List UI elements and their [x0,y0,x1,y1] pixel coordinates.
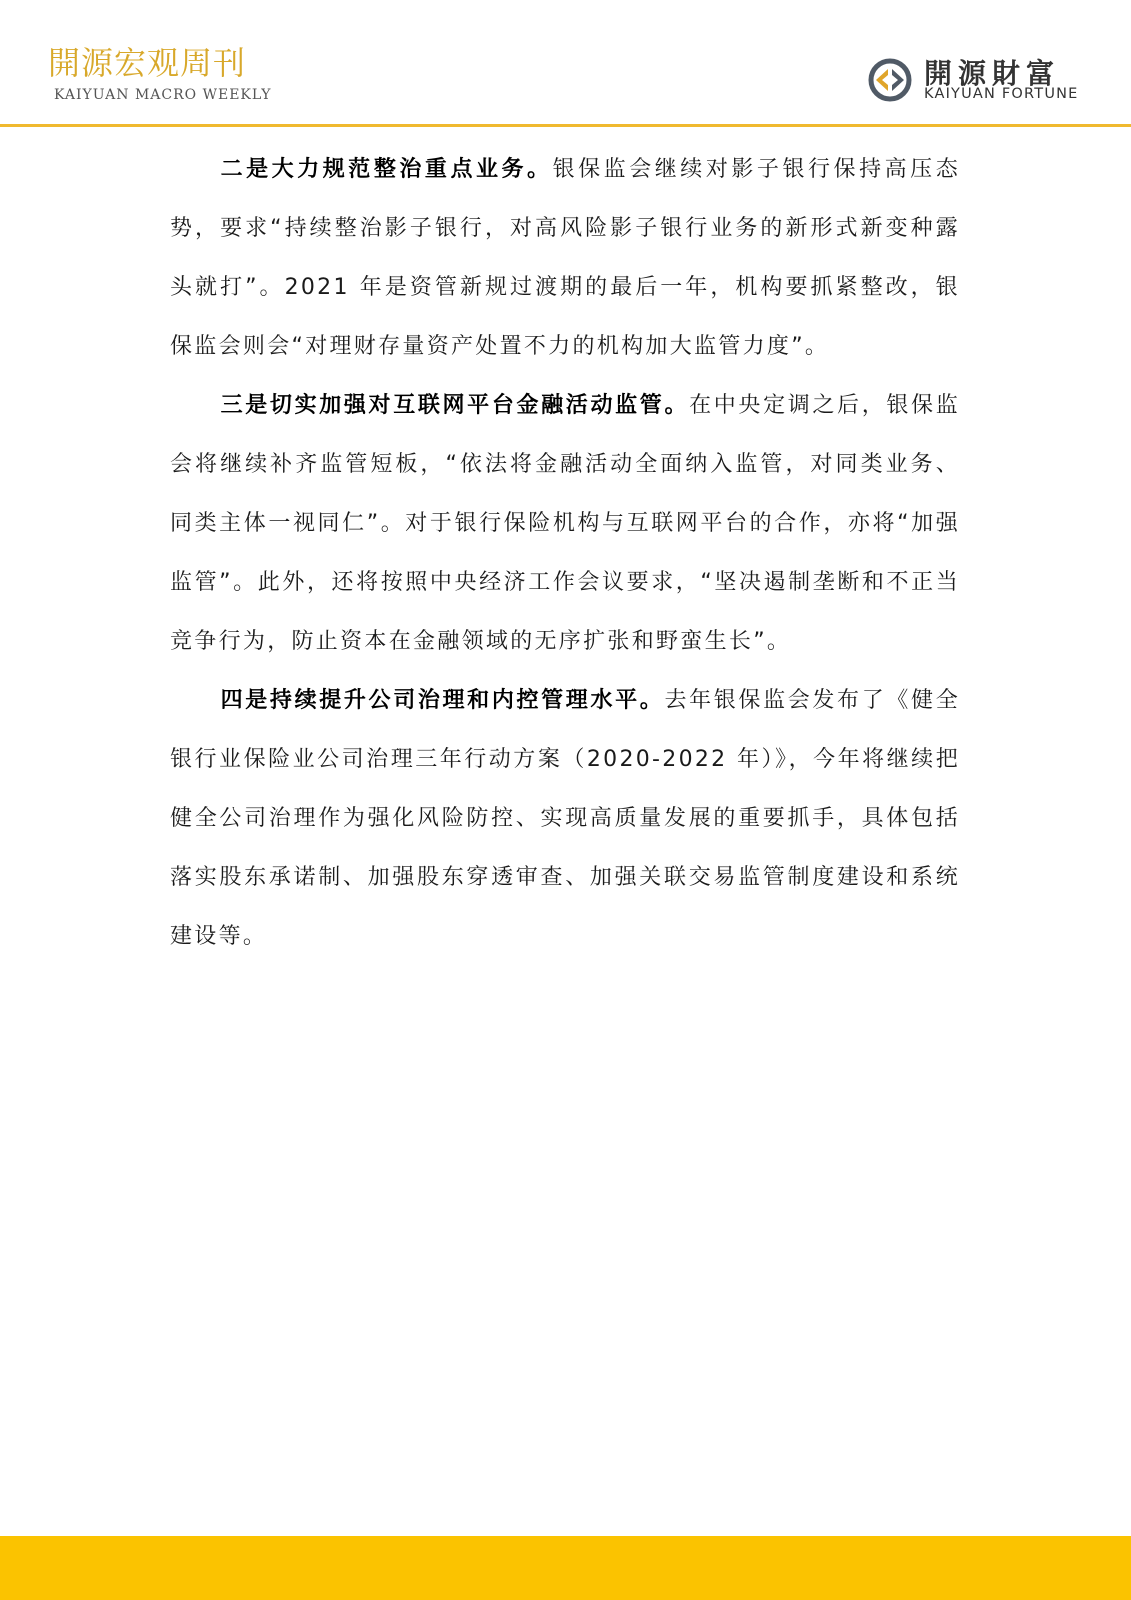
paragraph-text: 银保监会继续对影子银行保持高压态势，要求“持续整治影子银行，对高风险影子银行业务的新形式新变种露头就打”。2021 年是资管新规过渡期的最后一年，机构要抓紧整改，银保监会则会“对理财存量资产处置不力的机构加大监管力度”。 [170,157,960,359]
page-header [0,0,1131,127]
paragraph-regulation [170,140,960,376]
footer-band [0,1536,1131,1600]
company-logo [866,50,1086,110]
header-divider [0,124,1131,127]
kaiyuan-logo-icon [866,56,914,104]
logo-wordmark-en: KAIYUAN FORTUNE [924,86,1079,102]
article-body [170,140,960,966]
paragraph-internet-platforms [170,376,960,671]
paragraph-lead: 二是大力规范整治重点业务。 [220,157,553,182]
logo-wordmark-cn: 開源財富 [924,57,1061,90]
paragraph-lead: 四是持续提升公司治理和内控管理水平。 [220,688,665,713]
paragraph-lead: 三是切实加强对互联网平台金融活动监管。 [220,393,690,418]
paragraph-text: 去年银保监会发布了《健全银行业保险业公司治理三年行动方案（2020-2022 年）》，今年将继续把健全公司治理作为强化风险防控、实现高质量发展的重要抓手，具体包括落实股东承诺制、加强股东穿透审查、加强关联交易监管制度建设和系统建设等。 [170,688,960,949]
publication-subtitle: KAIYUAN MACRO WEEKLY [54,87,272,103]
paragraph-corporate-governance [170,671,960,966]
paragraph-text: 在中央定调之后，银保监会将继续补齐监管短板，“依法将金融活动全面纳入监管，对同类业务、同类主体一视同仁”。对于银行保险机构与互联网平台的合作，亦将“加强监管”。此外，还将按照中央经济工作会议要求，“坚决遏制垄断和不正当竞争行为，防止资本在金融领域的无序扩张和野蛮生长”。 [170,393,960,654]
publication-title: 開源宏观周刊 [48,44,247,82]
